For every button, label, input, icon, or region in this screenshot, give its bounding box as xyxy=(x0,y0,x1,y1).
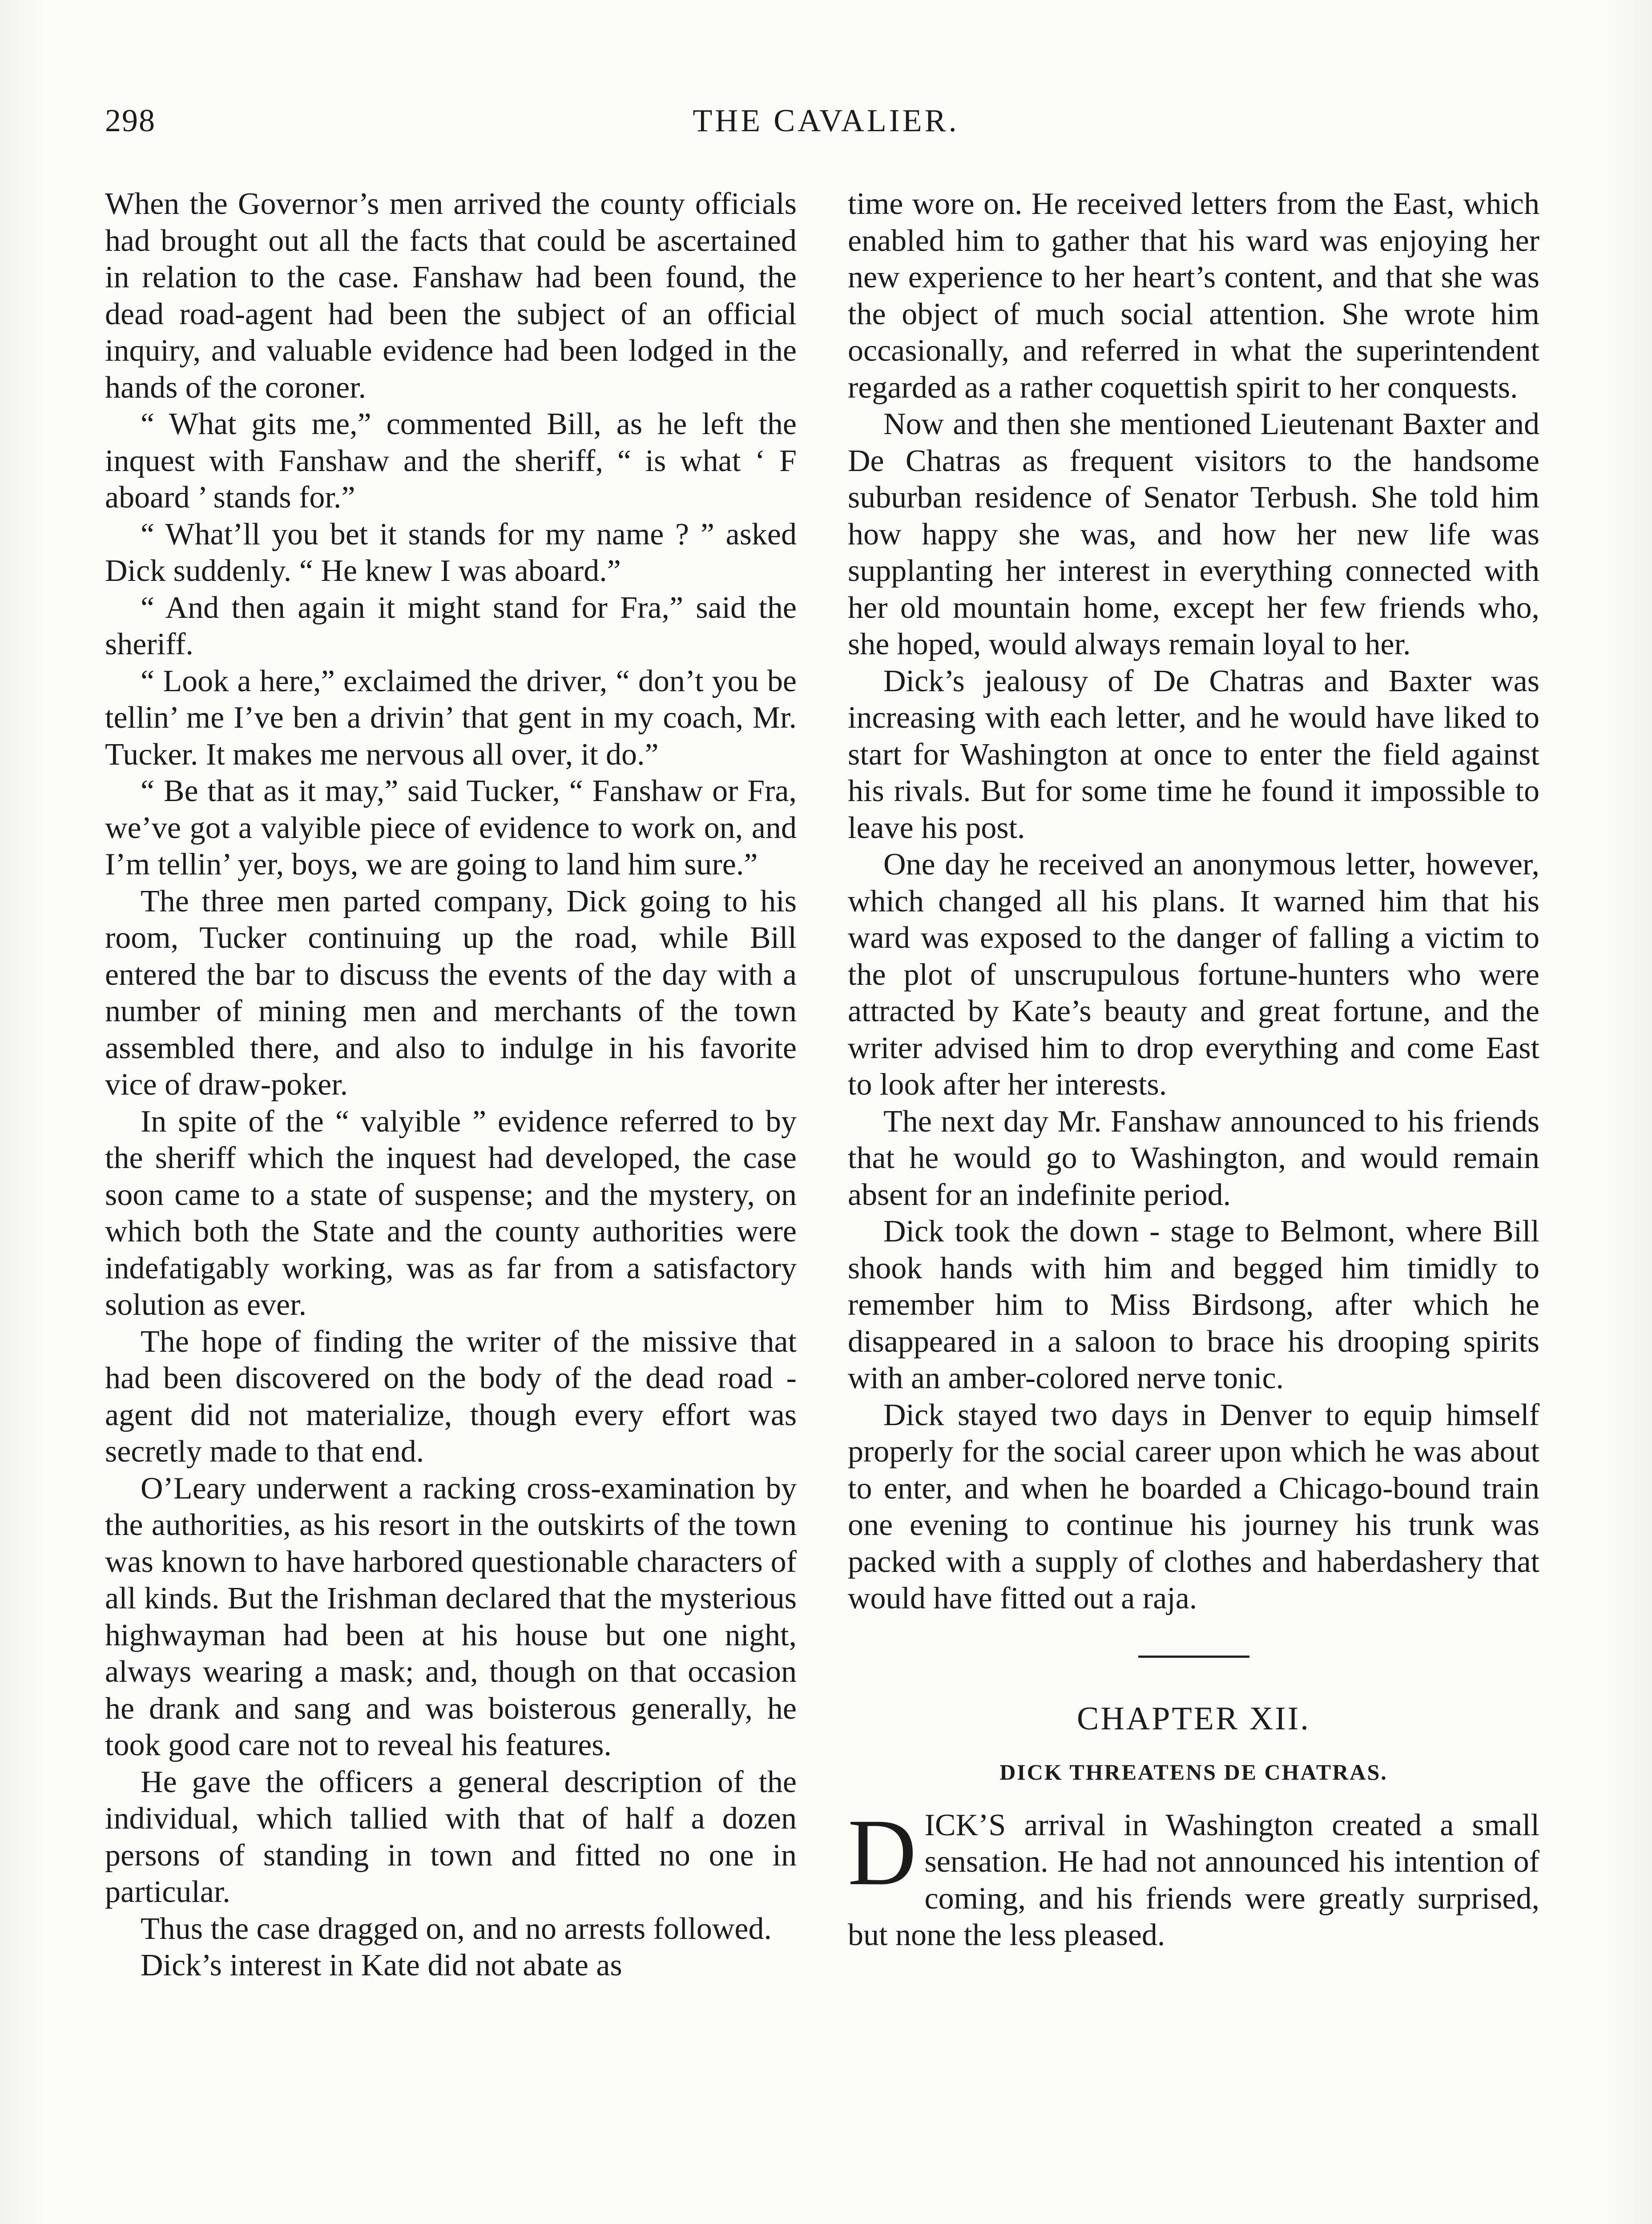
right-column xyxy=(848,186,1539,1954)
paragraph: “ What gits me,” commented Bill, as he left the inquest with Fanshaw and the sheriff, “ is what ‘ F aboard ’ stands for.” xyxy=(105,407,797,515)
page-number: 298 xyxy=(105,103,156,138)
paragraph: Dick took the down - stage to Belmont, where Bill shook hands with him and begged him timidly to remember him to Miss Birdsong, after which he disappeared in a saloon to brace his drooping spirits with an amber-colored nerve tonic. xyxy=(848,1214,1539,1395)
chapter-subtitle: DICK THREATENS DE CHATRAS. xyxy=(999,1759,1388,1785)
paragraph: “ Look a here,” exclaimed the driver, “ don’t you be tellin’ me I’ve ben a drivin’ that gent in my coach, Mr. Tucker. It makes me nervous all over, it do.” xyxy=(105,664,797,772)
page-header xyxy=(105,102,1547,151)
chapter-title: CHAPTER XII. xyxy=(1077,1700,1310,1737)
chapter-opening-paragraph xyxy=(848,1799,1539,1954)
paragraph: Dick’s interest in Kate did not abate as xyxy=(141,1948,622,1982)
paragraph: The hope of finding the writer of the missive that had been discovered on the body of the dead road - agent did not materialize, though every effort was secretly made to that end. xyxy=(105,1324,797,1469)
paragraph: The next day Mr. Fanshaw announced to his friends that he would go to Washington, and would remain absent for an indefinite period. xyxy=(848,1104,1539,1212)
paragraph: Thus the case dragged on, and no arrests followed. xyxy=(141,1911,772,1946)
paragraph: O’Leary underwent a racking cross-examination by the authorities, as his resort in the outskirts of the town was known to have harbored questionable characters of all kinds. But the Irishman declared that the mysterious highwayman had been at his house but one night, always wearing a mask; and, though on that occasion he drank and sang and was boisterous generally, he took good care not to reveal his features. xyxy=(105,1471,797,1762)
paragraph: In spite of the “ valyible ” evidence referred to by the sheriff which the inquest had developed, the case soon came to a state of suspense; and the mystery, on which both the State and the county authorities were indefatigably working, was as far from a satisfactory solution as ever. xyxy=(105,1104,797,1322)
running-head: THE CAVALIER. xyxy=(693,103,959,138)
paragraph: Now and then she mentioned Lieutenant Baxter and De Chatras as frequent visitors to the handsome suburban residence of Senator Terbush. She told him how happy she was, and how her new life was supplanting her interest in everything connected with her old mountain home, except her few friends who, she hoped, would always remain loyal to her. xyxy=(848,407,1539,661)
chapter-opening-text: ICK’S arrival in Washington created a small sensation. He had not announced his intention of coming, and his friends were greatly surprised, but none the less pleased. xyxy=(848,1808,1539,1952)
section-divider xyxy=(1138,1656,1249,1658)
paragraph: When the Governor’s men arrived the county officials had brought out all the facts that could be ascertained in relation to the case. Fanshaw had been found, the dead road-agent had been the subject of an official inquiry, and valuable evidence had been lodged in the hands of the coroner. xyxy=(105,187,797,405)
left-column xyxy=(105,186,797,1984)
paragraph: “ And then again it might stand for Fra,” said the sheriff. xyxy=(105,590,797,661)
paragraph: “ What’ll you bet it stands for my name ? ” asked Dick suddenly. “ He knew I was aboard.” xyxy=(105,517,797,588)
drop-cap: D xyxy=(848,1799,917,1905)
paragraph: One day he received an anonymous letter, however, which changed all his plans. It warned him that his ward was exposed to the danger of falling a victim to the plot of unscrupulous fortune-hunters who were attracted by Kate’s beauty and great fortune, and the writer advised him to drop everything and come East to look after her interests. xyxy=(848,847,1539,1102)
paragraph: The three men parted company, Dick going to his room, Tucker continuing up the road, while Bill entered the bar to discuss the events of the day with a number of mining men and merchants of the town assembled there, and also to indulge in his favorite vice of draw-poker. xyxy=(105,884,797,1102)
paragraph: Dick stayed two days in Denver to equip himself properly for the social career upon which he was about to enter, and when he boarded a Chicago-bound train one evening to continue his journey his trunk was packed with a supply of clothes and haberdashery that would have fitted out a raja. xyxy=(848,1398,1539,1616)
paragraph: Dick’s jealousy of De Chatras and Baxter was increasing with each letter, and he would have liked to start for Washington at once to enter the field against his rivals. But for some time he found it impossible to leave his post. xyxy=(848,664,1539,845)
paragraph: time wore on. He received letters from the East, which enabled him to gather that his ward was enjoying her new experience to her heart’s content, and that she was the object of much social attention. She wrote him occasionally, and referred in what the superintendent regarded as a rather coquettish spirit to her conquests. xyxy=(848,187,1539,405)
paragraph: “ Be that as it may,” said Tucker, “ Fanshaw or Fra, we’ve got a valyible piece of evidence to work on, and I’m tellin’ yer, boys, we are going to land him sure.” xyxy=(105,774,797,882)
paragraph: He gave the officers a general description of the individual, which tallied with that of half a dozen persons of standing in town and fitted no one in particular. xyxy=(105,1765,797,1909)
